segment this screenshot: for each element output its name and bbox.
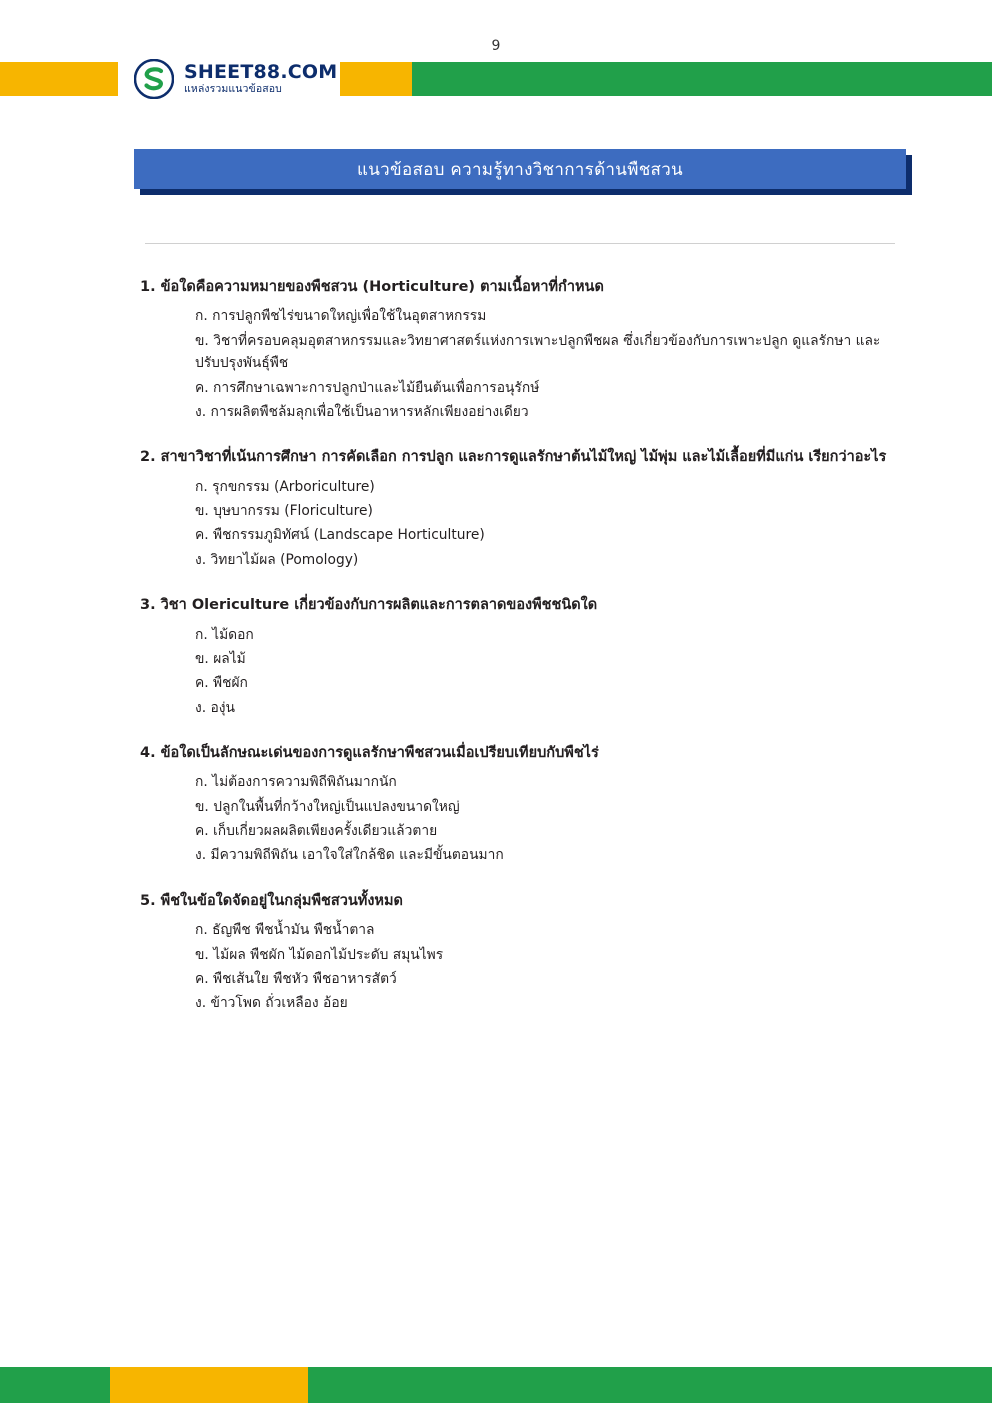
choice-option: ค. พืชผัก	[195, 675, 248, 692]
choice-option: ก. ไม้ดอก	[195, 626, 254, 643]
header-bar-yellow-left	[0, 62, 118, 96]
site-logo	[134, 58, 337, 100]
page-number: 9	[491, 38, 501, 54]
question-text: 1. ข้อใดคือความหมายของพืชสวน (Horticulture) ตามเนื้อหาที่กำหนด	[140, 279, 604, 295]
choice-option: ก. การปลูกพืชไร่ขนาดใหญ่เพื่อใช้ในอุตสาหกรรม	[195, 308, 487, 325]
logo-text	[184, 63, 337, 95]
horizontal-rule	[145, 243, 895, 244]
footer-bar-green-left	[0, 1367, 110, 1403]
choice-option: ง. มีความพิถีพิถัน เอาใจใส่ใกล้ชิด และมีขั้นตอนมาก	[195, 847, 504, 864]
choice-option: ง. องุ่น	[195, 699, 235, 716]
choice-option: ก. ไม่ต้องการความพิถีพิถันมากนัก	[195, 774, 397, 791]
header-bar-yellow-mid	[340, 62, 412, 96]
choice-option: ง. วิทยาไม้ผล (Pomology)	[195, 551, 359, 568]
footer-bar-yellow	[110, 1367, 308, 1403]
choice-option: ก. รุกขกรรม (Arboriculture)	[195, 478, 375, 495]
question-text: 4. ข้อใดเป็นลักษณะเด่นของการดูแลรักษาพืชสวนเมื่อเปรียบเทียบกับพืชไร่	[140, 744, 599, 761]
sheet88-s-logo-icon	[134, 59, 174, 99]
choice-list	[195, 475, 910, 572]
question-text: 2. สาขาวิชาที่เน้นการศึกษา การคัดเลือก การปลูก และการดูแลรักษาต้นไม้ใหญ่ ไม้พุ่ม และไม้เลื้อยที่มีแก่น เรียกว่าอะไร	[140, 449, 887, 466]
choice-list	[195, 918, 910, 1015]
choice-list	[195, 304, 910, 424]
choice-option: ข. ไม้ผล พืชผัก ไม้ดอกไม้ประดับ สมุนไพร	[195, 946, 444, 963]
question-text: 3. วิชา Olericulture เกี่ยวข้องกับการผลิตและการตลาดของพืชชนิดใด	[140, 597, 598, 614]
choice-option: ข. บุษบากรรม (Floriculture)	[195, 503, 373, 519]
choice-list	[195, 770, 910, 867]
question-text: 5. พืชในข้อใดจัดอยู่ในกลุ่มพืชสวนทั้งหมด	[140, 892, 403, 909]
question-item	[140, 446, 910, 572]
choice-option: ง. การผลิตพืชล้มลุกเพื่อใช้เป็นอาหารหลักเพียงอย่างเดียว	[195, 403, 529, 420]
choice-option: ค. พืชเส้นใย พืชหัว พืชอาหารสัตว์	[195, 970, 397, 987]
logo-tagline: แหล่งรวมแนวข้อสอบ	[184, 82, 282, 95]
choice-option: ค. การศึกษาเฉพาะการปลูกป่าและไม้ยืนต้นเพื่อการอนุรักษ์	[195, 379, 540, 396]
choice-option: ค. เก็บเกี่ยวผลผลิตเพียงครั้งเดียวแล้วตาย	[195, 823, 438, 840]
exam-title-banner: แนวข้อสอบ ความรู้ทางวิชาการด้านพืชสวน	[134, 149, 906, 189]
choice-option: ข. ปลูกในพื้นที่กว้างใหญ่เป็นแปลงขนาดใหญ่	[195, 798, 460, 815]
logo-title: SHEET88.COM	[184, 61, 338, 84]
footer-decorative-bars	[0, 1367, 992, 1403]
choice-option: ข. วิชาที่ครอบคลุมอุตสาหกรรมและวิทยาศาสตร์แห่งการเพาะปลูกพืชผล ซึ่งเกี่ยวข้องกับการเพาะปลูก ดูแลรักษา และปรับปรุงพันธุ์พืช	[195, 332, 881, 372]
question-item	[140, 276, 910, 424]
choice-list	[195, 623, 910, 720]
question-item	[140, 742, 910, 868]
choice-option: ข. ผลไม้	[195, 650, 246, 667]
footer-bar-green-right	[308, 1367, 992, 1403]
choice-option: ค. พืชกรรมภูมิทัศน์ (Landscape Horticulture)	[195, 527, 485, 544]
choice-option: ง. ข้าวโพด ถั่วเหลือง อ้อย	[195, 995, 348, 1012]
question-list	[140, 276, 910, 1038]
header-bar-green-right	[412, 62, 992, 96]
question-item	[140, 890, 910, 1016]
question-item	[140, 594, 910, 720]
choice-option: ก. ธัญพืช พืชน้ำมัน พืชน้ำตาล	[195, 922, 375, 939]
